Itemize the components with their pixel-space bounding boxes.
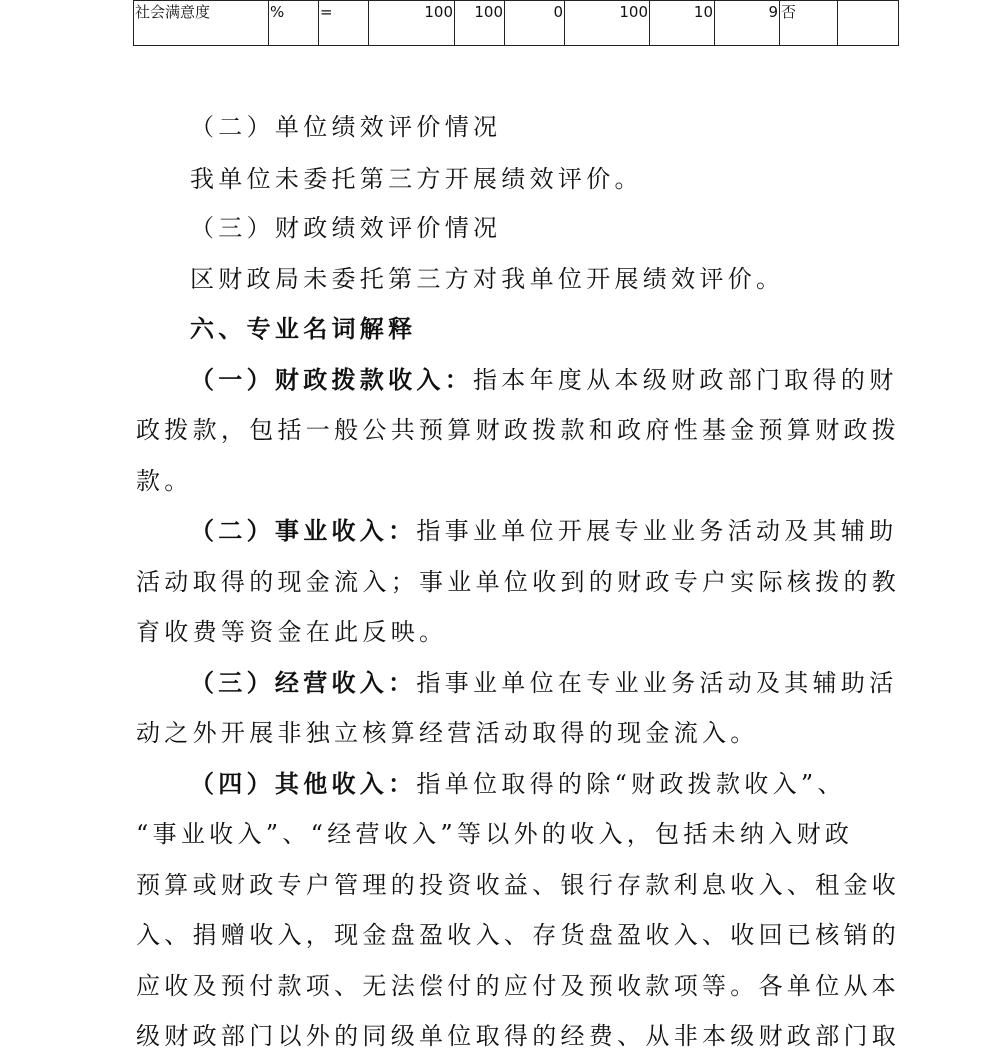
glossary-item-line: （二）事业收入：指事业单位开展专业业务活动及其辅助 <box>190 516 898 545</box>
unit-eval-body: 我单位未委托第三方开展绩效评价。 <box>190 165 643 193</box>
indicator-name-cell: 社会满意度 <box>134 1 269 46</box>
value-cell-1: 100 <box>369 1 455 46</box>
glossary-item-line: 政拨款，包括一般公共预算财政拨款和政府性基金预算财政拨 <box>136 416 901 444</box>
glossary-item-line: （一）财政拨款收入：指本年度从本级财政部门取得的财 <box>190 365 898 394</box>
operator-cell: = <box>319 1 369 46</box>
glossary-item-line: 动之外开展非独立核算经营活动取得的现金流入。 <box>136 719 759 747</box>
glossary-item-line: 款。 <box>136 467 193 495</box>
value-cell-6: 9 <box>715 1 780 46</box>
glossary-item-line: 级财政部门以外的同级单位取得的经费、从非本级财政部门取 <box>136 1022 901 1050</box>
flag-cell: 否 <box>780 1 838 46</box>
table-row <box>134 1 899 46</box>
performance-table <box>133 0 899 46</box>
glossary-term: （四）其他收入： <box>190 769 417 798</box>
glossary-item-line: 活动取得的现金流入；事业单位收到的财政专户实际核拨的教 <box>136 568 901 596</box>
glossary-item-line: 育收费等资金在此反映。 <box>136 618 448 646</box>
value-cell-5: 10 <box>650 1 715 46</box>
glossary-item-line: 应收及预付款项、无法偿付的应付及预收款项等。各单位从本 <box>136 972 901 1000</box>
glossary-item-line: （四）其他收入：指单位取得的除“财政拨款收入”、 <box>190 769 846 798</box>
glossary-item-line: 入、捐赠收入，现金盘盈收入、存货盘盈收入、收回已核销的 <box>136 921 901 949</box>
glossary-term: （一）财政拨款收入： <box>190 365 473 394</box>
glossary-item-line: 预算或财政专户管理的投资收益、银行存款利息收入、租金收 <box>136 871 901 899</box>
fiscal-eval-body: 区财政局未委托第三方对我单位开展绩效评价。 <box>190 265 785 293</box>
value-cell-2: 100 <box>455 1 505 46</box>
glossary-term: （三）经营收入： <box>190 668 417 697</box>
value-cell-3: 0 <box>505 1 565 46</box>
note-cell <box>838 1 899 46</box>
value-cell-4: 100 <box>565 1 650 46</box>
glossary-item-line: “事业收入”、“经营收入”等以外的收入，包括未纳入财政 <box>136 820 854 848</box>
glossary-item-line: （三）经营收入：指事业单位在专业业务活动及其辅助活 <box>190 668 898 697</box>
glossary-term: （二）事业收入： <box>190 516 417 545</box>
unit-cell: % <box>269 1 319 46</box>
fiscal-eval-heading: （三）财政绩效评价情况 <box>190 214 502 242</box>
unit-eval-heading: （二）单位绩效评价情况 <box>190 113 502 141</box>
glossary-heading: 六、专业名词解释 <box>190 314 417 343</box>
